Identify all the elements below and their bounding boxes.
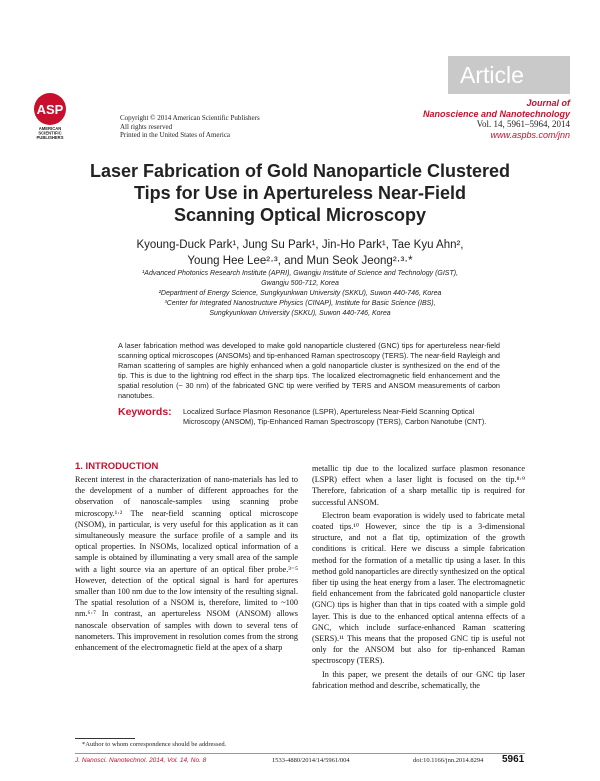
- body-column-left: [75, 474, 298, 653]
- affiliations: [120, 269, 480, 319]
- paper-title: [0, 160, 600, 226]
- authors-line: Young Hee Lee²·³, and Mun Seok Jeong²·³·*: [187, 255, 413, 267]
- journal-url[interactable]: www.aspbs.com/jnn: [490, 129, 570, 140]
- body-column-right: [312, 463, 525, 691]
- section-heading: 1. INTRODUCTION: [75, 461, 159, 472]
- article-type-tab: Article: [448, 56, 570, 94]
- paragraph: metallic tip due to the localized surface plasmon resonance (LSPR) effect when a laser light is focused on the tip.⁸·⁹ Therefore, fabrication of a sharp metallic tip is required for successful ANSOM.: [312, 464, 525, 507]
- title-line: Tips for Use in Apertureless Near-Field: [133, 183, 467, 203]
- footer-divider: [75, 753, 525, 754]
- page-number: 5961: [502, 754, 525, 765]
- paragraph: Recent interest in the characterization of nano-materials has led to the development of a number of different approaches for the observation of nanoscale-samples using scanning probe microscopy.¹·² The near-field scanning optical microscope (NSOM), in particular, is very useful for this application as it can simultaneously measure the surface profile of a sample and its optical properties. In NSOMs, localized optical information of a sample is obtained by illuminating a very small area of the sample with a light source via an aperture of an optical fiber probe.³⁻⁵ However, detection of the optical signal is hard for apertures smaller than 100 nm due to the low intensity of the resulting signal. The spatial resolution of a NSOM is, therefore, limited to ~100 nm.⁶·⁷ In contrast, an apertureless NSOM (ANSOM) allows nanoscale observation of samples with down to several tens of nanometers. This improvement in resolution comes from the strong enhancement of the electromagnetic field at the apex of a sharp: [75, 475, 298, 653]
- paragraph: In this paper, we present the details of our GNC tip laser fabrication method and describe, schematically, the: [312, 669, 525, 690]
- copyright-line: Copyright © 2014 American Scientific Publishers: [120, 114, 260, 122]
- journal-name: Nanoscience and Nanotechnology: [422, 108, 570, 119]
- affiliation-line: Sungkyunkwan University (SKKU), Suwon 440-746, Korea: [209, 310, 391, 317]
- publisher-mark-3: PUBLISHERS: [36, 135, 64, 140]
- volume-line: Vol. 14, 5961–5964, 2014: [476, 119, 570, 129]
- authors: [0, 237, 600, 269]
- footer-journal: J. Nanosci. Nanotechnol. 2014, Vol. 14, No. 8: [75, 757, 207, 764]
- logo-text: ASP: [36, 102, 64, 117]
- affiliation-line: ³Center for Integrated Nanostructure Physics (CINAP), Institute for Basic Science (IBS),: [164, 300, 436, 307]
- title-line: Scanning Optical Microscopy: [173, 205, 427, 225]
- keywords: Localized Surface Plasmon Resonance (LSPR), Apertureless Near-Field Scanning Optical Microscopy (ANSOM), Tip-Enhanced Raman Spectroscopy (TERS), Carbon Nanotube (CNT).: [183, 407, 487, 426]
- title-line: Laser Fabrication of Gold Nanoparticle Clustered: [89, 161, 511, 181]
- journal-prefix: Journal of: [526, 98, 570, 108]
- journal-block: [423, 98, 570, 140]
- footer-doi: doi:10.1166/jnn.2014.8294: [413, 757, 484, 764]
- printed-line: Printed in the United States of America: [120, 131, 231, 139]
- footnote-divider: [75, 738, 135, 739]
- copyright-block: [120, 114, 260, 140]
- asp-logo: [28, 90, 118, 140]
- publisher-mark-1: AMERICAN: [38, 126, 62, 131]
- affiliation-line: ¹Advanced Photonics Research Institute (APRI), Gwangju Institute of Science and Technology (GIST),: [141, 270, 459, 277]
- rights-line: All rights reserved: [120, 122, 173, 131]
- footnote: *Author to whom correspondence should be addressed.: [82, 741, 227, 748]
- paragraph: Electron beam evaporation is widely used to fabricate metal coated tips.¹⁰ However, since the tip is a 3-dimensional structure, and not a flat tip, optimization of the growth conditions is critical. Here we discuss a simple fabrication method for the formation of a metallic tip using a laser. In this method gold nanoparticles are directly synthesized on the optical fiber tip using the heat energy from a laser. The electromagnetic field enhancement from the fabricated gold nanoparticle cluster (GNC) tips is higher than that in tips coated with a simple gold layer. This is due to the enhanced optical antenna effects of a GNC, which include surface-enhanced Raman scattering (SERS).¹¹ This means that the proposed GNC tip is useful not only for the ANSOM but also for tip-enhanced Raman spectroscopy (TERS).: [312, 510, 525, 666]
- authors-line: Kyoung-Duck Park¹, Jung Su Park¹, Jin-Ho Park¹, Tae Kyu Ahn²,: [136, 239, 464, 251]
- keywords-label: Keywords:: [118, 406, 172, 418]
- footer-issn: 1533-4880/2014/14/5961/004: [272, 757, 350, 764]
- affiliation-line: Gwangju 500-712, Korea: [261, 280, 339, 287]
- affiliation-line: ²Department of Energy Science, Sungkyunkwan University (SKKU), Suwon 440-746, Korea: [158, 290, 442, 297]
- publisher-mark-2: SCIENTIFIC: [38, 130, 62, 136]
- abstract: A laser fabrication method was developed to make gold nanoparticle clustered (GNC) tips for apertureless near-field scanning optical microscopes (ANSOMs) and tip-enhanced Raman spectroscopy (TERS). The near-field Rayleigh and Raman scattering of samples are highly enhanced when a gold nanoparticle cluster is synthesized on the end of the tip. This is due to the lightning rod effect in the sharp tips. The localized electromagnetic field enhancement and the spatial resolution (~ 30 nm) of the fabricated GNC tip were verified by TERS and ANSOM measurements of carbon nanotubes.: [118, 341, 500, 400]
